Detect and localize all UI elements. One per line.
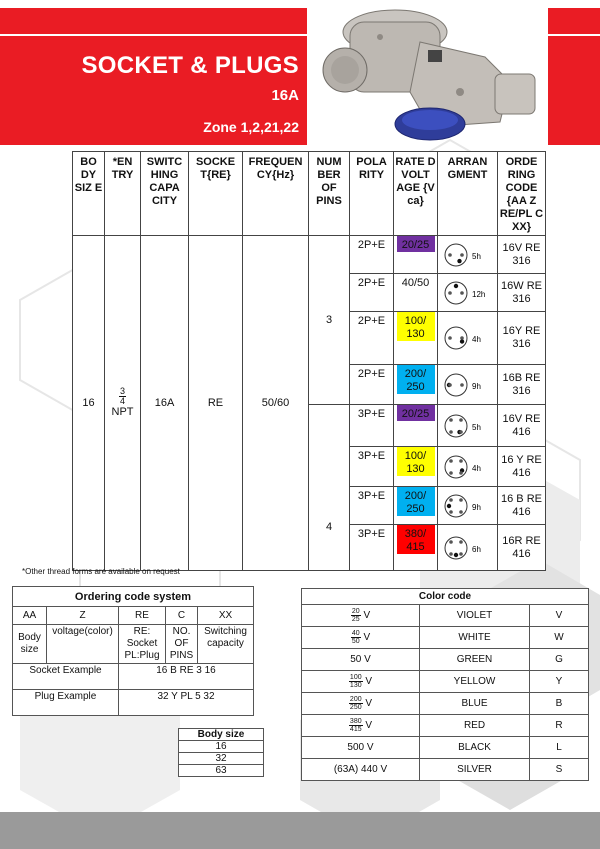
- body-size-63: 63: [179, 765, 264, 777]
- header-banner-right: [548, 8, 600, 145]
- voltage-cell: [394, 405, 438, 447]
- color-letter: R: [530, 715, 589, 737]
- switching-value: 16A: [141, 236, 189, 571]
- color-code-table: [301, 588, 589, 781]
- color-name: GREEN: [420, 649, 530, 671]
- voltage-swatch: 20/25: [397, 405, 435, 421]
- header-frequency: FREQUEN CY{Hz}: [243, 152, 309, 236]
- voltage-numerator: 40: [351, 630, 360, 637]
- voltage-numerator: 20: [351, 608, 360, 615]
- color-code-row: [302, 671, 589, 693]
- pin-arrangement-icon: [441, 411, 495, 441]
- voltage-denominator: 415: [349, 726, 362, 733]
- header-ordering-code: ORDE RING CODE {AA Z RE/PL C XX}: [498, 152, 546, 236]
- polarity-cell: 3P+E: [350, 405, 394, 447]
- ordering-meanings-row: [13, 625, 254, 664]
- meaning-aa: Body size: [13, 625, 47, 664]
- code-c: C: [166, 607, 198, 625]
- clock-position-label: 4h: [471, 335, 481, 344]
- clock-position-label: 5h: [471, 422, 481, 432]
- ordering-code-cell: 16V RE 316: [498, 236, 546, 274]
- clock-position-label: 9h: [471, 502, 481, 512]
- pin: [449, 418, 453, 422]
- ordering-code-cell: 16W RE 316: [498, 274, 546, 312]
- voltage-cell: [394, 274, 438, 312]
- earth-pin: [453, 283, 457, 287]
- polarity-cell: 2P+E: [350, 236, 394, 274]
- pin: [449, 471, 453, 475]
- ordering-code-table: [12, 586, 254, 716]
- ordering-code-cell: 16 B RE 416: [498, 487, 546, 525]
- ordering-code-cell: 16B RE 316: [498, 365, 546, 405]
- body-size-table: [178, 728, 264, 777]
- pin-arrangement-icon: [441, 533, 495, 563]
- pin: [459, 498, 463, 502]
- voltage-denominator: 25: [351, 616, 360, 623]
- arrangement-cell: [438, 405, 498, 447]
- voltage-swatch: 200/ 250: [397, 487, 435, 516]
- pin: [459, 430, 463, 434]
- plug-example-row: [13, 690, 254, 716]
- voltage-numerator: 100: [349, 674, 362, 681]
- meaning-c: NO. OF PINS: [166, 625, 198, 664]
- arrangement-cell: [438, 236, 498, 274]
- color-voltage: [302, 605, 420, 627]
- entry-numerator: 3: [119, 386, 125, 396]
- pin-arrangement-icon: [441, 452, 495, 482]
- header-pins: NUM BER OF PINS: [309, 152, 350, 236]
- voltage-unit: V: [365, 698, 373, 710]
- color-name: WHITE: [420, 627, 530, 649]
- color-code-title: Color code: [302, 589, 589, 605]
- voltage-cell: [394, 236, 438, 274]
- pin: [459, 459, 463, 463]
- voltage-unit: V: [365, 676, 373, 688]
- polarity-cell: 3P+E: [350, 447, 394, 487]
- table-row: [73, 236, 546, 274]
- header-switching: SWITC HING CAPA CITY: [141, 152, 189, 236]
- clock-position-label: 9h: [471, 381, 481, 391]
- voltage-swatch: 380/ 415: [397, 525, 435, 554]
- voltage-unit: V: [365, 720, 373, 732]
- socket-value: RE: [189, 236, 243, 571]
- footer-band: [0, 812, 600, 849]
- color-letter: V: [530, 605, 589, 627]
- color-code-row: [302, 759, 589, 781]
- color-name: VIOLET: [420, 605, 530, 627]
- header-socket: SOCKE T{RE}: [189, 152, 243, 236]
- meaning-xx: Switching capacity: [198, 625, 254, 664]
- ordering-title: Ordering code system: [13, 587, 254, 607]
- page-subtitle: 16A: [271, 87, 299, 104]
- body-size-row: [179, 741, 264, 753]
- pin: [448, 253, 452, 257]
- color-code-row: [302, 715, 589, 737]
- ordering-code-cell: 16V RE 416: [498, 405, 546, 447]
- header-body-size: BO DY SIZ E: [73, 152, 105, 236]
- body-size-32: 32: [179, 753, 264, 765]
- voltage-swatch: 100/ 130: [397, 447, 435, 476]
- pin-arrangement-icon: [441, 278, 495, 308]
- pin: [449, 552, 453, 556]
- body-size-value: 16: [73, 236, 105, 571]
- color-letter: S: [530, 759, 589, 781]
- header-arrangement: ARRAN GMENT: [438, 152, 498, 236]
- ordering-title-row: [13, 587, 254, 607]
- clock-position-label: 12h: [471, 289, 485, 299]
- pin: [459, 418, 463, 422]
- voltage-swatch: 20/25: [397, 236, 435, 252]
- body-size-16: 16: [179, 741, 264, 753]
- pin: [459, 552, 463, 556]
- zone-label: Zone 1,2,21,22: [203, 119, 299, 135]
- color-code-title-row: [302, 589, 589, 605]
- color-code-row: [302, 627, 589, 649]
- color-letter: G: [530, 649, 589, 671]
- color-code-row: [302, 693, 589, 715]
- arrangement-cell: [438, 274, 498, 312]
- clock-position-label: 6h: [471, 544, 481, 554]
- voltage-denominator: 130: [349, 682, 362, 689]
- header-voltage: RATE D VOLT AGE {V ca}: [394, 152, 438, 236]
- body-size-title-row: [179, 729, 264, 741]
- color-voltage: [302, 627, 420, 649]
- polarity-cell: 3P+E: [350, 525, 394, 571]
- color-voltage: 500 V: [302, 737, 420, 759]
- voltage-cell: [394, 487, 438, 525]
- spec-table-body: [73, 236, 546, 571]
- pins-value-3: 3: [309, 236, 350, 405]
- arrangement-cell: [438, 525, 498, 571]
- voltage-unit: V: [363, 632, 371, 644]
- earth-pin: [459, 339, 463, 343]
- voltage-cell: [394, 447, 438, 487]
- color-code-row: [302, 649, 589, 671]
- pin-arrangement-icon: [441, 370, 495, 400]
- color-code-row: [302, 737, 589, 759]
- voltage-numerator: 380: [349, 718, 362, 725]
- socket-example-value: 16 B RE 3 16: [119, 664, 254, 690]
- socket-example-row: [13, 664, 254, 690]
- color-letter: B: [530, 693, 589, 715]
- pin: [449, 430, 453, 434]
- plug-example-label: Plug Example: [13, 690, 119, 716]
- code-aa: AA: [13, 607, 47, 625]
- frequency-value: 50/60: [243, 236, 309, 571]
- pin-arrangement-icon: [441, 491, 495, 521]
- color-voltage: (63A) 440 V: [302, 759, 420, 781]
- color-name: BLUE: [420, 693, 530, 715]
- voltage-swatch: 40/50: [397, 274, 435, 290]
- spec-header-row: [73, 152, 546, 236]
- pin: [449, 498, 453, 502]
- pin: [449, 540, 453, 544]
- voltage-cell: [394, 365, 438, 405]
- pin: [460, 383, 464, 387]
- voltage-cell: [394, 312, 438, 365]
- body-size-row: [179, 765, 264, 777]
- polarity-cell: 3P+E: [350, 487, 394, 525]
- header-stripe: [0, 34, 307, 36]
- voltage-denominator: 250: [349, 704, 362, 711]
- pin-arrangement-icon: [441, 323, 495, 353]
- meaning-z: voltage(color): [47, 625, 119, 664]
- voltage-fraction: [349, 718, 363, 733]
- pin: [459, 540, 463, 544]
- polarity-cell: 2P+E: [350, 312, 394, 365]
- voltage-unit: V: [363, 610, 371, 622]
- socket-example-label: Socket Example: [13, 664, 119, 690]
- voltage-swatch: 100/ 130: [397, 312, 435, 341]
- meaning-re: RE: Socket PL:Plug: [119, 625, 166, 664]
- header-polarity: POLA RITY: [350, 152, 394, 236]
- color-voltage: 50 V: [302, 649, 420, 671]
- voltage-denominator: 50: [351, 638, 360, 645]
- page-title: SOCKET & PLUGS: [81, 52, 299, 79]
- header-stripe-right: [548, 34, 600, 36]
- clock-position-label: 5h: [471, 251, 481, 261]
- arrangement-cell: [438, 365, 498, 405]
- pin: [460, 336, 464, 340]
- pin-arrangement-icon: [441, 240, 495, 270]
- arrangement-cell: [438, 312, 498, 365]
- color-name: SILVER: [420, 759, 530, 781]
- voltage-fraction: [351, 630, 361, 645]
- pin: [449, 459, 453, 463]
- voltage-fraction: [351, 608, 361, 623]
- code-xx: XX: [198, 607, 254, 625]
- socket-face: [445, 415, 467, 437]
- thread-footnote: *Other thread forms are available on request: [22, 567, 180, 576]
- pin: [448, 383, 452, 387]
- pin: [449, 510, 453, 514]
- socket-product-image: [310, 2, 550, 147]
- color-letter: W: [530, 627, 589, 649]
- arrangement-cell: [438, 487, 498, 525]
- color-code-row: [302, 605, 589, 627]
- ordering-code-cell: 16R RE 416: [498, 525, 546, 571]
- header-entry: *EN TRY: [105, 152, 141, 236]
- body-size-row: [179, 753, 264, 765]
- plug-example-value: 32 Y PL 5 32: [119, 690, 254, 716]
- ordering-code-cell: 16Y RE 316: [498, 312, 546, 365]
- color-name: BLACK: [420, 737, 530, 759]
- code-re: RE: [119, 607, 166, 625]
- entry-fraction: [119, 387, 126, 406]
- color-voltage: [302, 715, 420, 737]
- pin: [459, 510, 463, 514]
- pin: [459, 471, 463, 475]
- body-size-title: Body size: [179, 729, 264, 741]
- earth-pin: [453, 552, 457, 556]
- header-banner: [0, 8, 307, 145]
- pin: [448, 336, 452, 340]
- voltage-swatch: 200/ 250: [397, 365, 435, 394]
- specification-table: [72, 151, 546, 571]
- pin: [448, 291, 452, 295]
- color-name: YELLOW: [420, 671, 530, 693]
- polarity-cell: 2P+E: [350, 365, 394, 405]
- color-voltage: [302, 693, 420, 715]
- polarity-cell: 2P+E: [350, 274, 394, 312]
- voltage-cell: [394, 525, 438, 571]
- pins-value-4: 4: [309, 405, 350, 571]
- pin: [460, 291, 464, 295]
- code-z: Z: [47, 607, 119, 625]
- earth-pin: [446, 503, 450, 507]
- entry-denominator: 4: [119, 396, 125, 406]
- socket-face: [445, 456, 467, 478]
- color-name: RED: [420, 715, 530, 737]
- color-voltage: [302, 671, 420, 693]
- voltage-fraction: [349, 674, 363, 689]
- color-letter: L: [530, 737, 589, 759]
- pin: [460, 253, 464, 257]
- entry-value: [105, 236, 141, 571]
- voltage-fraction: [349, 696, 363, 711]
- clock-position-label: 4h: [471, 463, 481, 473]
- arrangement-cell: [438, 447, 498, 487]
- ordering-codes-row: [13, 607, 254, 625]
- entry-npt: NPT: [111, 406, 134, 418]
- earth-pin: [457, 258, 461, 262]
- color-letter: Y: [530, 671, 589, 693]
- voltage-numerator: 200: [349, 696, 362, 703]
- ordering-code-cell: 16 Y RE 416: [498, 447, 546, 487]
